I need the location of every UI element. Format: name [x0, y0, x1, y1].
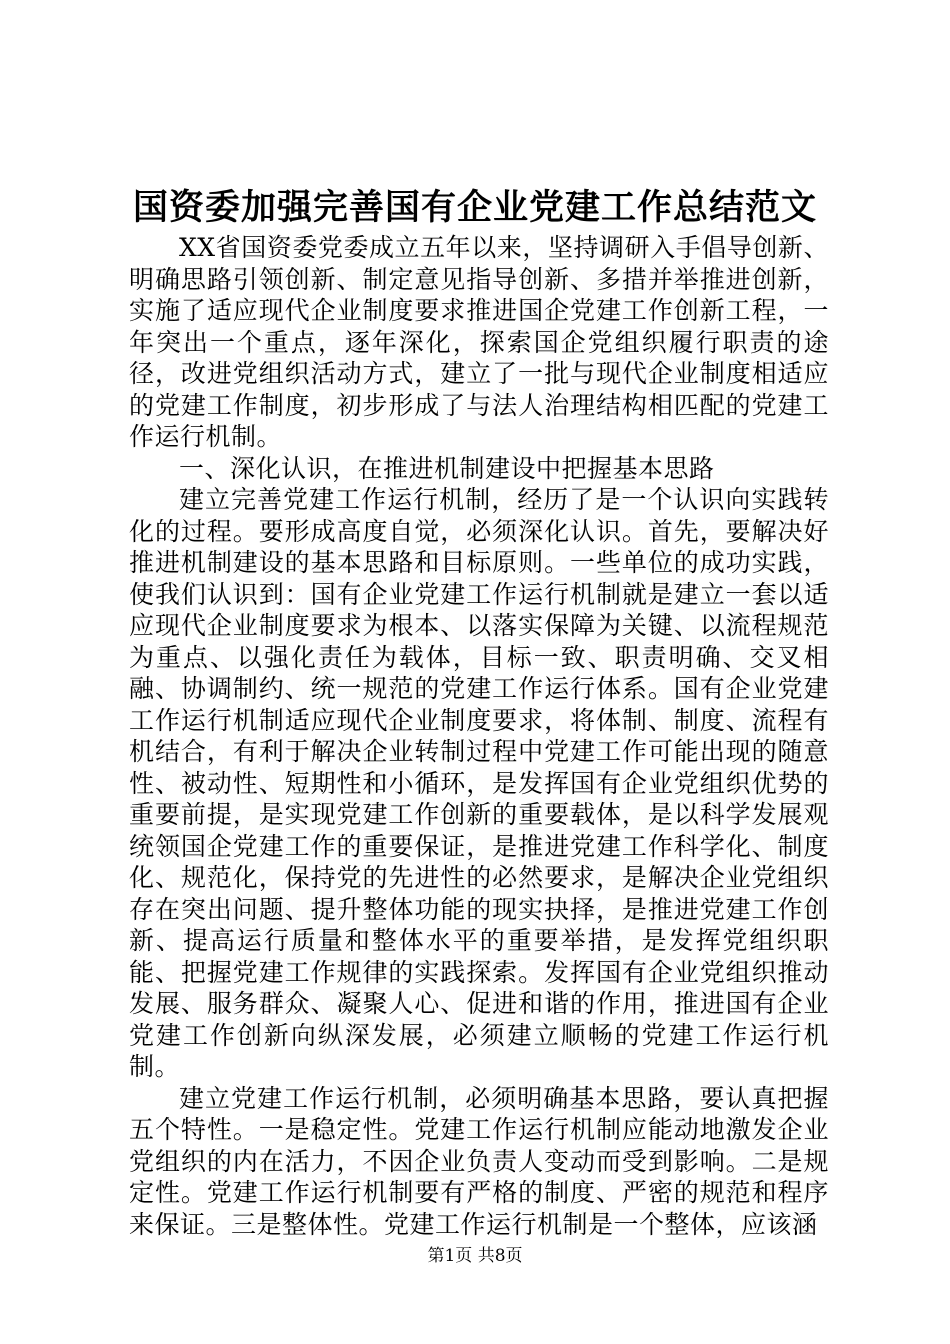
paragraph-3: 建立党建工作运行机制，必须明确基本思路，要认真把握五个特性。一是稳定性。党建工作运行机制应能动地激发企业党组织的内在活力，不因企业负责人变动而受到影响。二是规定性。党建工作运行机制要有严格的制度、严密的规范和程序来保证。三是整体性。党建工作运行机制是一个整体，应该涵	[129, 1083, 829, 1239]
document-body	[129, 232, 829, 1240]
paragraph-intro: XX省国资委党委成立五年以来，坚持调研入手倡导创新、明确思路引领创新、制定意见指导创新、多措并举推进创新，实施了适应现代企业制度要求推进国企党建工作创新工程，一年突出一个重点，逐年深化，探索国企党组织履行职责的途径，改进党组织活动方式，建立了一批与现代企业制度相适应的党建工作制度，初步形成了与法人治理结构相匹配的党建工作运行机制。	[129, 233, 829, 451]
section-heading-1: 一、深化认识，在推进机制建设中把握基本思路	[179, 453, 715, 483]
page-footer: 第1页 共8页	[427, 1246, 523, 1266]
document-title: 国资委加强完善国有企业党建工作总结范文	[132, 187, 817, 228]
paragraph-2: 建立完善党建工作运行机制，经历了是一个认识向实践转化的过程。要形成高度自觉，必须深化认识。首先，要解决好推进机制建设的基本思路和目标原则。一些单位的成功实践，使我们认识到：国有企业党建工作运行机制就是建立一套以适应现代企业制度要求为根本、以落实保障为关键、以流程规范为重点、以强化责任为载体，目标一致、职责明确、交叉相融、协调制约、统一规范的党建工作运行体系。国有企业党建工作运行机制适应现代企业制度要求，将体制、制度、流程有机结合，有利于解决企业转制过程中党建工作可能出现的随意性、被动性、短期性和小循环，是发挥国有企业党组织优势的重要前提，是实现党建工作创新的重要载体，是以科学发展观统领国企党建工作的重要保证，是推进党建工作科学化、制度化、规范化，保持党的先进性的必然要求，是解决企业党组织存在突出问题、提升整体功能的现实抉择，是推进党建工作创新、提高运行质量和整体水平的重要举措，是发挥党组织职能、把握党建工作规律的实践探索。发挥国有企业党组织推动发展、服务群众、凝聚人心、促进和谐的作用，推进国有企业党建工作创新向纵深发展，必须建立顺畅的党建工作运行机制。	[129, 485, 829, 1081]
